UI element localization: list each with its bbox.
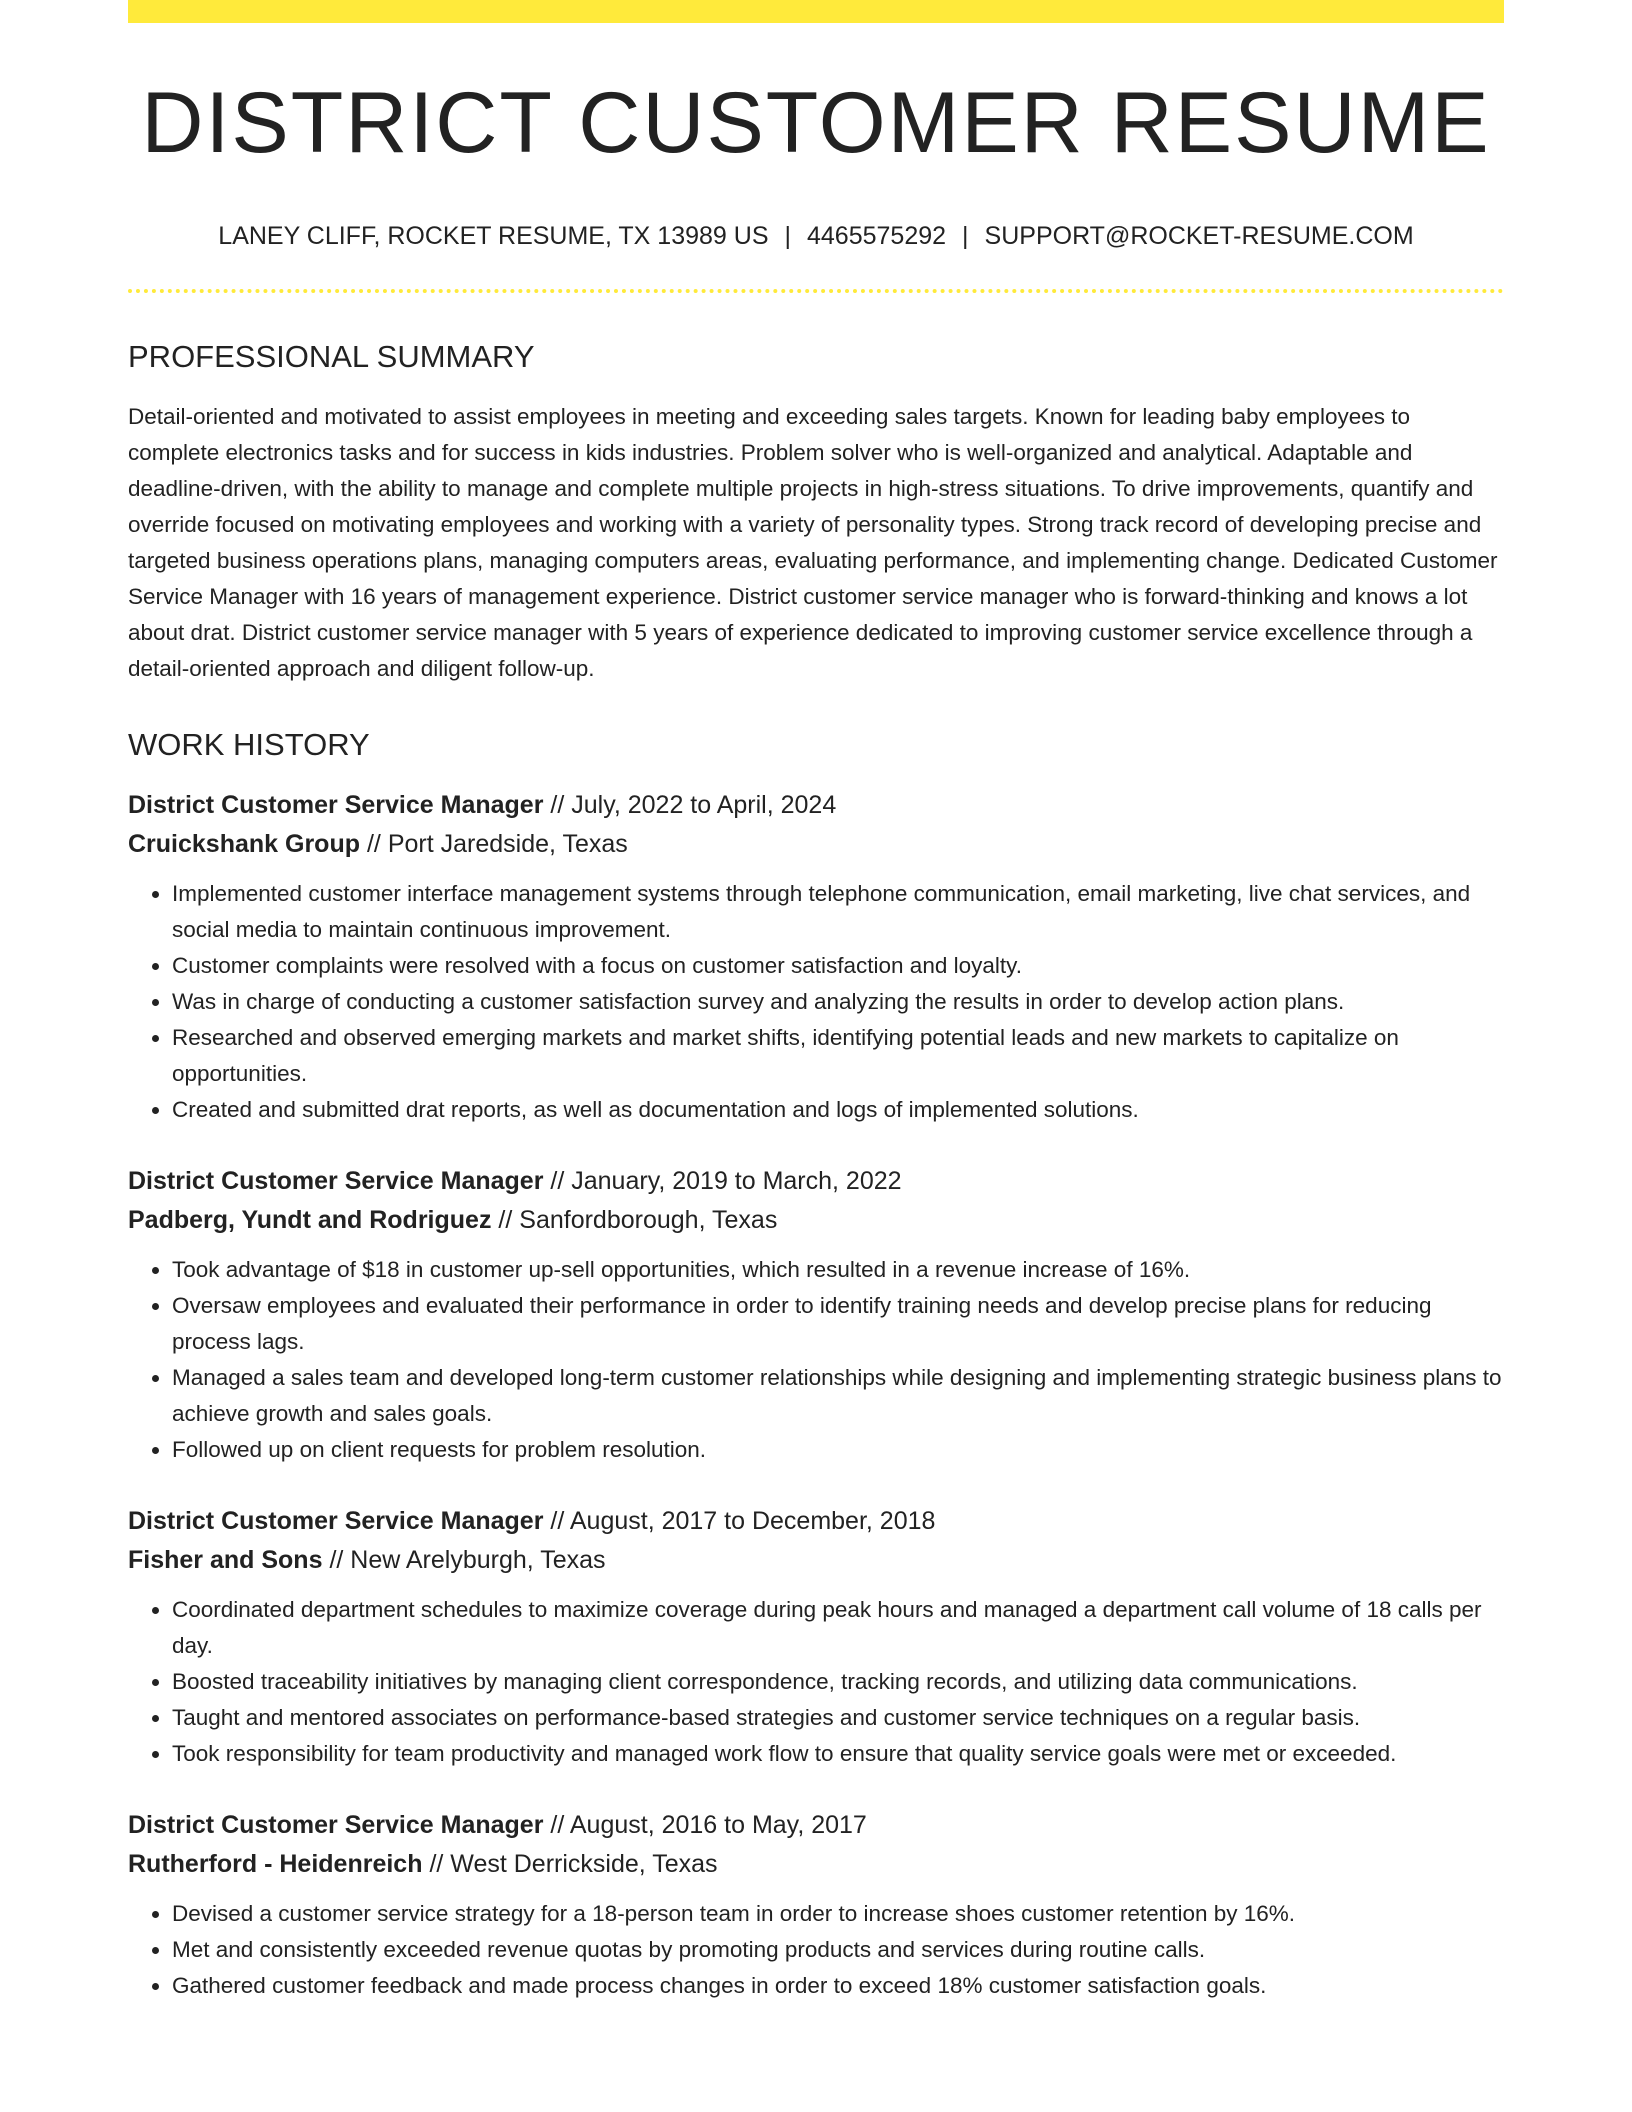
job-title: District Customer Service Manager: [128, 791, 544, 819]
job-entry: [128, 1502, 1504, 1772]
job-separator: //: [550, 791, 565, 819]
contact-separator: |: [784, 222, 791, 250]
job-bullet: • Was in charge of conducting a customer satisfaction survey and analyzing the results in order to develop action plans.: [172, 984, 1504, 1020]
work-history-heading: WORK HISTORY: [128, 727, 370, 762]
job-company: Cruickshank Group: [128, 830, 360, 858]
job-dates: July, 2022 to April, 2024: [571, 791, 837, 819]
job-bullet: • Followed up on client requests for problem resolution.: [172, 1432, 1504, 1468]
contact-separator: |: [962, 222, 969, 250]
job-company-line: [128, 825, 1504, 864]
job-bullets: [128, 1252, 1504, 1468]
job-bullet: • Met and consistently exceeded revenue quotas by promoting products and services during routine calls.: [172, 1932, 1504, 1968]
job-bullet: • Gathered customer feedback and made process changes in order to exceed 18% customer satisfaction goals.: [172, 1968, 1504, 2004]
job-location: Port Jaredside, Texas: [387, 830, 628, 858]
job-separator: //: [550, 1507, 565, 1535]
job-separator: //: [429, 1850, 444, 1878]
job-separator: //: [550, 1167, 565, 1195]
job-title: District Customer Service Manager: [128, 1507, 544, 1535]
job-bullet: • Customer complaints were resolved with a focus on customer satisfaction and loyalty.: [172, 948, 1504, 984]
job-bullets: [128, 1592, 1504, 1772]
job-bullet: • Taught and mentored associates on performance-based strategies and customer service techniques on a regular basis.: [172, 1700, 1504, 1736]
contact-email: SUPPORT@ROCKET-RESUME.COM: [984, 222, 1414, 250]
job-bullets: [128, 1896, 1504, 2004]
job-company: Padberg, Yundt and Rodriguez: [128, 1206, 492, 1234]
job-bullet: • Oversaw employees and evaluated their performance in order to identify training needs and develop precise plans for reducing process lags.: [172, 1288, 1504, 1360]
job-bullet: • Took advantage of $18 in customer up-sell opportunities, which resulted in a revenue increase of 16%.: [172, 1252, 1504, 1288]
resume-page: [128, 0, 1504, 2004]
contact-line: [128, 224, 1504, 249]
job-bullet: • Devised a customer service strategy for a 18-person team in order to increase shoes customer retention by 16%.: [172, 1896, 1504, 1932]
job-bullets: [128, 876, 1504, 1128]
job-bullet: • Created and submitted drat reports, as well as documentation and logs of implemented solutions.: [172, 1092, 1504, 1128]
job-location: New Arelyburgh, Texas: [350, 1546, 606, 1574]
dotted-divider: [128, 289, 1504, 293]
job-location: Sanfordborough, Texas: [519, 1206, 778, 1234]
resume-title: DISTRICT CUSTOMER RESUME: [141, 75, 1491, 171]
job-separator: //: [498, 1206, 513, 1234]
summary-text: Detail-oriented and motivated to assist employees in meeting and exceeding sales targets. Known for leading baby employees to complete electronics tasks and for success in kids industries. Problem solver who is well-organized and analytical. Adaptable and deadline-driven, with the ability to manage and complete multiple projects in high-stress situations. To drive improvements, quantify and override focused on motivating employees and working with a variety of personality types. Strong track record of developing precise and targeted business operations plans, managing computers areas, evaluating performance, and implementing change. Dedicated Customer Service Manager with 16 years of management experience. District customer service manager who is forward-thinking and knows a lot about drat. District customer service manager with 5 years of experience dedicated to improving customer service excellence through a detail-oriented approach and diligent follow-up.: [128, 404, 1498, 681]
job-title: District Customer Service Manager: [128, 1167, 544, 1195]
job-dates: August, 2017 to December, 2018: [569, 1507, 936, 1535]
job-title-line: [128, 786, 1504, 825]
job-separator: //: [329, 1546, 344, 1574]
job-bullet: • Researched and observed emerging markets and market shifts, identifying potential leads and new markets to capitalize on opportunities.: [172, 1020, 1504, 1092]
job-separator: //: [366, 830, 381, 858]
job-bullet: • Took responsibility for team productivity and managed work flow to ensure that quality service goals were met or exceeded.: [172, 1736, 1504, 1772]
job-dates: August, 2016 to May, 2017: [569, 1811, 867, 1839]
contact-phone: 4465575292: [807, 222, 947, 250]
job-company-line: [128, 1541, 1504, 1580]
job-bullet: • Implemented customer interface management systems through telephone communication, email marketing, live chat services, and social media to maintain continuous improvement.: [172, 876, 1504, 948]
job-entry: [128, 1806, 1504, 2004]
job-title-line: [128, 1162, 1504, 1201]
job-company-line: [128, 1845, 1504, 1884]
job-company: Fisher and Sons: [128, 1546, 323, 1574]
job-title-line: [128, 1806, 1504, 1845]
job-separator: //: [550, 1811, 565, 1839]
job-bullet: • Managed a sales team and developed long-term customer relationships while designing and implementing strategic business plans to achieve growth and sales goals.: [172, 1360, 1504, 1432]
top-accent-bar: [128, 0, 1504, 23]
job-bullet: • Boosted traceability initiatives by managing client correspondence, tracking records, and utilizing data communications.: [172, 1664, 1504, 1700]
contact-address: LANEY CLIFF, ROCKET RESUME, TX 13989 US: [218, 222, 769, 250]
job-entry: [128, 1162, 1504, 1468]
job-bullet: • Coordinated department schedules to maximize coverage during peak hours and managed a department call volume of 18 calls per day.: [172, 1592, 1504, 1664]
job-company: Rutherford - Heidenreich: [128, 1850, 423, 1878]
job-entry: [128, 786, 1504, 1128]
job-title-line: [128, 1502, 1504, 1541]
job-location: West Derrickside, Texas: [450, 1850, 718, 1878]
job-dates: January, 2019 to March, 2022: [571, 1167, 902, 1195]
summary-heading: PROFESSIONAL SUMMARY: [128, 339, 535, 374]
job-title: District Customer Service Manager: [128, 1811, 544, 1839]
job-company-line: [128, 1201, 1504, 1240]
